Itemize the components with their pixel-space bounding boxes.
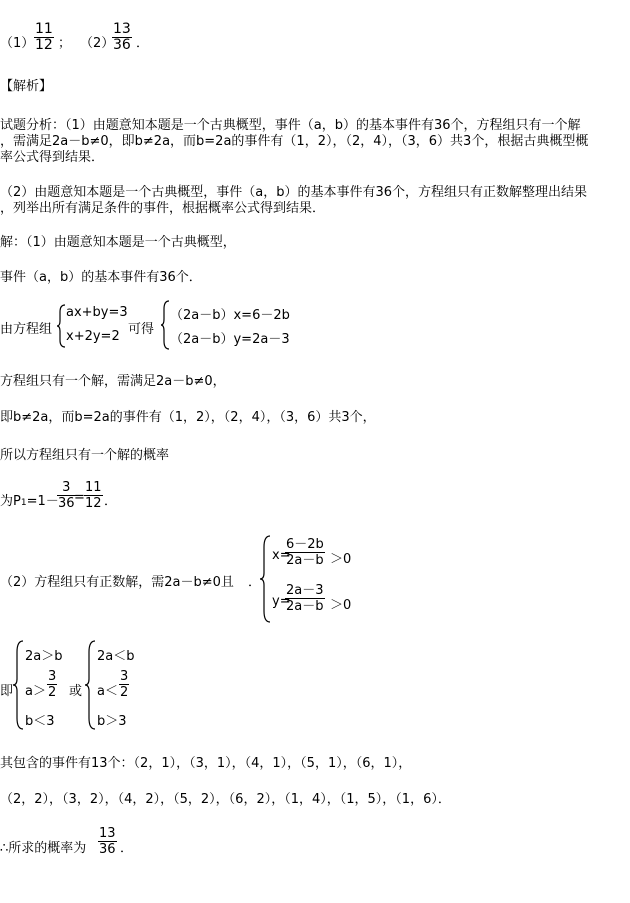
system4-line-1: 2a＞b	[25, 649, 63, 664]
system3-y-fraction: $\frac{2a-3}{2a-b}$	[286, 583, 324, 614]
answer-part1-fraction: $\frac{11}{12}$	[35, 21, 53, 53]
final-probability-prefix: ∴所求的概率为	[0, 841, 87, 856]
system3-x-fraction: $\frac{6-2b}{2a-b}$	[286, 537, 324, 568]
system3-brace	[259, 535, 271, 623]
analysis-header: 【解析】	[0, 79, 53, 94]
solution-step-5: 即b≠2a，而b=2a的事件有（1，2），（2，4），（3，6）共3个，	[0, 410, 376, 425]
system4-brace	[12, 640, 24, 730]
analysis-line-1: 试题分析：（1）由题意知本题是一个古典概型，事件（a，b）的基本事件有36个，方程组只有一个解	[0, 118, 581, 133]
answer-separator: ；	[58, 36, 72, 51]
system1-equation-2: x+2y=2	[66, 329, 120, 344]
system3-x-relation: ＞0	[330, 552, 352, 567]
solution-system-mid: 可得	[128, 322, 155, 337]
system5-line-1: 2a＜b	[97, 649, 135, 664]
solution-step-8-dot: ．	[248, 575, 262, 590]
system5-brace	[84, 640, 96, 730]
inequality-or: 或	[69, 684, 83, 699]
inequality-prefix: 即	[0, 684, 14, 699]
probability-p1-equals: =	[74, 490, 85, 505]
final-probability-end: ．	[120, 841, 134, 856]
probability-p1-end: ．	[104, 494, 118, 509]
answer-part2-label: （2）	[80, 36, 115, 51]
system2-brace	[160, 300, 170, 350]
probability-p1-fraction-1: $\frac{3}{36}$	[58, 480, 75, 511]
solution-step-6: 所以方程组只有一个解的概率	[0, 448, 170, 463]
answer-part1-label: （1）	[0, 36, 35, 51]
probability-p1-prefix: 为P1=1－	[0, 494, 59, 509]
system2-equation-1: （2a－b）x=6－2b	[170, 308, 290, 323]
events-line-2: （2，2），（3，2），（4，2），（5，2），（6，2），（1，4），（1，5），（1，6）．	[0, 792, 451, 807]
answer-part2-fraction: $\frac{13}{36}$	[113, 21, 131, 53]
system3-y-prefix: y=	[272, 594, 291, 609]
final-probability-fraction: $\frac{13}{36}$	[99, 826, 116, 857]
solution-step-2: 事件（a，b）的基本事件有36个．	[0, 270, 202, 285]
analysis-line-3: 率公式得到结果．	[0, 150, 105, 165]
solution-step-1: 解：（1）由题意知本题是一个古典概型，	[0, 235, 236, 250]
system1-equation-1: ax+by=3	[66, 305, 128, 320]
system5-line-2-fraction: $\frac{3}{2}$	[120, 669, 129, 700]
system3-y-relation: ＞0	[330, 598, 352, 613]
solution-system-prefix: 由方程组	[0, 322, 53, 337]
answer-end: ．	[136, 36, 150, 51]
system4-line-2-fraction: $\frac{3}{2}$	[48, 669, 57, 700]
system2-equation-2: （2a－b）y=2a－3	[170, 332, 290, 347]
analysis-line-4: （2）由题意知本题是一个古典概型，事件（a，b）的基本事件有36个，方程组只有正数解整理出结果	[0, 185, 588, 200]
events-line-1: 其包含的事件有13个：（2，1），（3，1），（4，1），（5，1），（6，1），	[0, 756, 412, 771]
system3-x-prefix: x=	[272, 548, 291, 563]
system5-line-3: b＞3	[97, 714, 127, 729]
system5-line-2-prefix: a＜	[97, 684, 118, 699]
solution-step-8: （2）方程组只有正数解，需2a－b≠0且	[0, 575, 234, 590]
probability-p1-fraction-2: $\frac{11}{12}$	[85, 480, 102, 511]
system1-brace	[56, 304, 66, 348]
analysis-line-2: ，需满足2a－b≠0，即b≠2a，而b=2a的事件有（1，2），（2，4），（3，6）共3个，根据古典概型概	[0, 134, 589, 149]
solution-step-4: 方程组只有一个解，需满足2a－b≠0，	[0, 374, 226, 389]
analysis-line-5: ，列举出所有满足条件的事件，根据概率公式得到结果．	[0, 201, 326, 216]
system4-line-2-prefix: a＞	[25, 684, 46, 699]
system4-line-3: b＜3	[25, 714, 55, 729]
